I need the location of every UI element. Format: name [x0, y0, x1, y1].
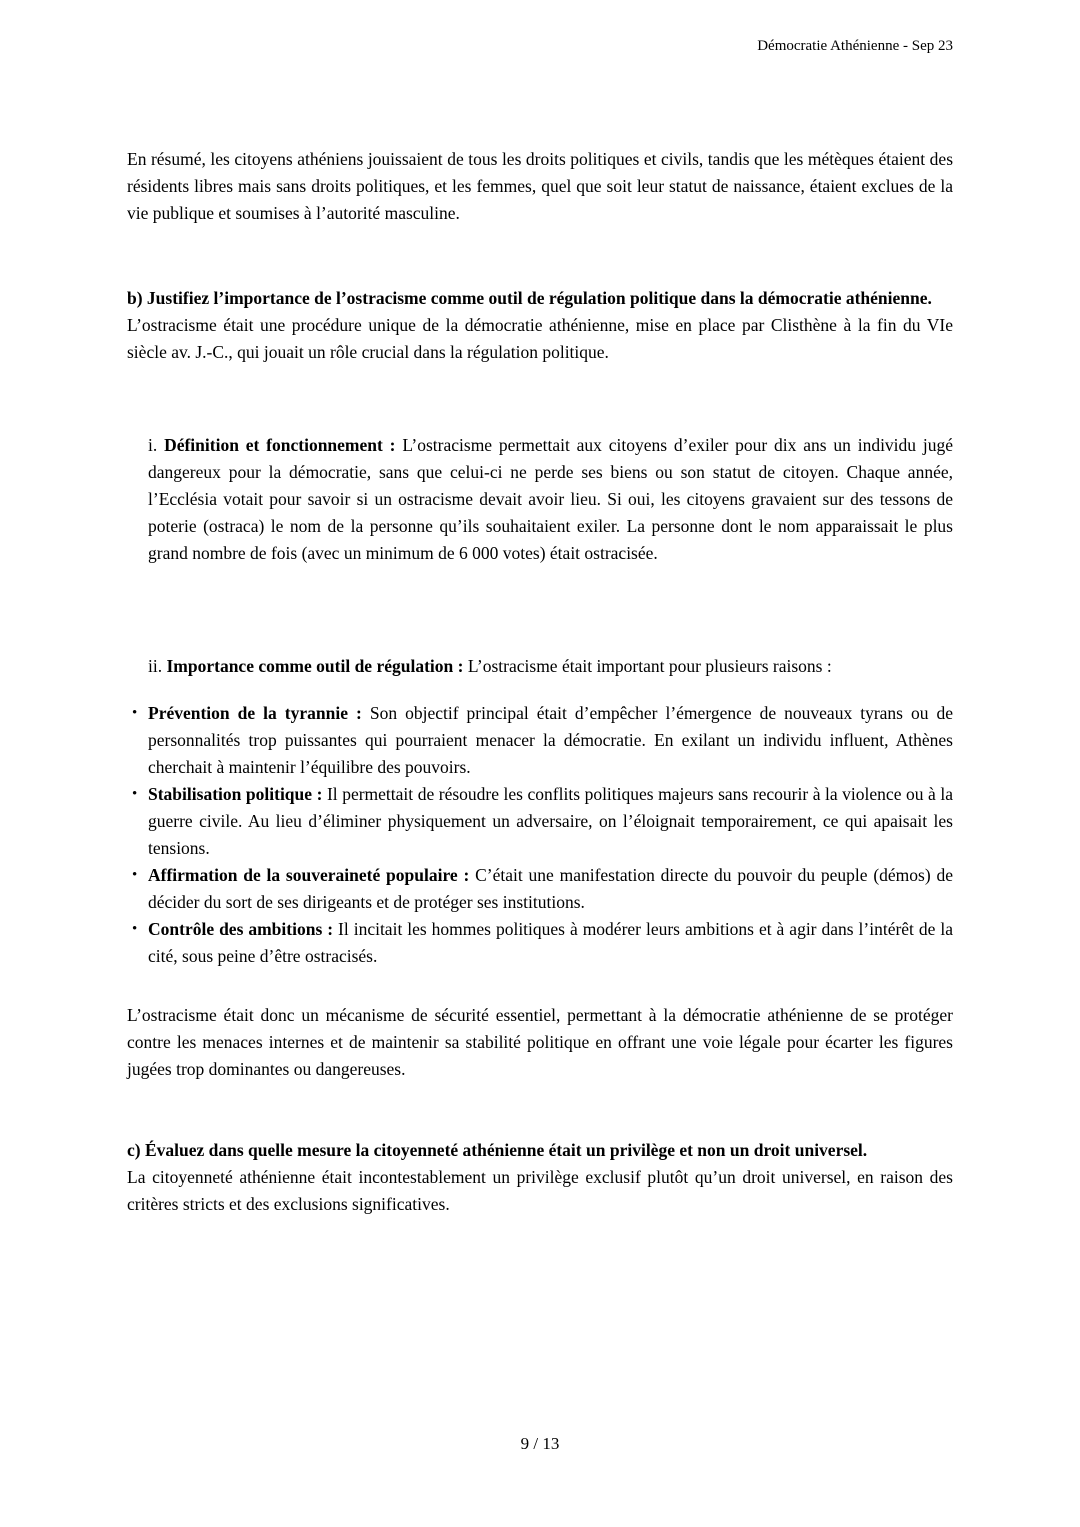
- bullet-body: Son objectif principal était d’empêcher l’émergence de nouveaux tyrans ou de personnalités trop puissantes qui pourraient menacer la démocratie. En exilant un individu influent, Athènes cherchait à maintenir l’équilibre des pouvoirs.: [148, 703, 954, 777]
- page-header: [127, 36, 953, 56]
- bullet-body: Il incitait les hommes politiques à modérer leurs ambitions et à agir dans l’intérêt de la cité, sous peine d’être ostracisés.: [148, 919, 954, 966]
- section-b-heading: b) Justifiez l’importance de l’ostracisme comme outil de régulation politique dans la démocratie athénienne.: [127, 288, 932, 308]
- item-ii-text: L’ostracisme était important pour plusieurs raisons :: [467, 656, 832, 676]
- section-b-conclusion: L’ostracisme était donc un mécanisme de sécurité essentiel, permettant à la démocratie athénienne de se protéger contre les menaces internes et de maintenir sa stabilité politique en offrant une voie légale pour écarter les figures jugées trop dominantes ou dangereuses.: [127, 1005, 953, 1079]
- bullet-list: [127, 700, 953, 970]
- bullet-body: C’était une manifestation directe du pouvoir du peuple (démos) de décider du sort de ses dirigeants et de protéger ses institutions.: [148, 865, 954, 912]
- item-ii-number: ii.: [148, 656, 163, 676]
- bullet-body: Il permettait de résoudre les conflits politiques majeurs sans recourir à la violence ou à la guerre civile. Au lieu d’éliminer physiquement un adversaire, on l’éloignait temporairement, ce qui apaisait les tensions.: [148, 784, 953, 858]
- list-item-importance: [148, 653, 953, 680]
- bullet-text: [148, 700, 953, 781]
- bullet-title: Prévention de la tyrannie :: [148, 703, 362, 723]
- item-i-text: L’ostracisme permettait aux citoyens d’exiler pour dix ans un individu jugé dangereux pour la démocratie, sans que celui-ci ne perde ses biens ou son statut de citoyen. Chaque année, l’Ecclésia votait pour savoir si un ostracisme devait avoir lieu. Si oui, les citoyens gravaient sur des tessons de poterie (ostraca) le nom de la personne qu’ils souhaitaient exiler. La personne dont le nom apparaissait le plus grand nombre de fois (avec un minimum de 6 000 votes) était ostracisée.: [148, 435, 953, 563]
- list-item: [127, 862, 953, 916]
- bullet-text: [148, 862, 953, 916]
- bullet-title: Contrôle des ambitions :: [148, 919, 334, 939]
- bullet-icon: •: [132, 705, 138, 721]
- section-b-intro: L’ostracisme était une procédure unique de la démocratie athénienne, mise en place par Clisthène à la fin du VIe siècle av. J.-C., qui jouait un rôle crucial dans la régulation politique.: [127, 315, 953, 362]
- page-number: 9 / 13: [520, 1434, 560, 1453]
- item-i-number: i.: [148, 435, 158, 455]
- list-item: [127, 781, 953, 862]
- item-ii-title: Importance comme outil de régulation :: [166, 656, 464, 676]
- item-i-title: Définition et fonctionnement :: [164, 435, 396, 455]
- bullet-title: Affirmation de la souveraineté populaire :: [148, 865, 470, 885]
- bullet-text: [148, 781, 953, 862]
- section-c-intro: La citoyenneté athénienne était incontestablement un privilège exclusif plutôt qu’un droit universel, en raison des critères stricts et des exclusions significatives.: [127, 1167, 953, 1214]
- bullet-icon: •: [132, 867, 138, 883]
- header-title: Démocratie Athénienne - Sep 23: [757, 38, 953, 54]
- bullet-icon: •: [132, 786, 138, 802]
- bullet-icon: •: [132, 921, 138, 937]
- bullet-title: Stabilisation politique :: [148, 784, 323, 804]
- list-item-definition: [148, 432, 953, 567]
- bullet-text: [148, 916, 953, 970]
- paragraph-summary: En résumé, les citoyens athéniens jouissaient de tous les droits politiques et civils, tandis que les métèques étaient des résidents libres mais sans droits politiques, et les femmes, quel que soit leur statut de naissance, étaient exclues de la vie publique et soumises à l’autorité masculine.: [127, 149, 953, 223]
- page-footer: [0, 1430, 1080, 1457]
- list-item: [127, 700, 953, 781]
- list-item: [127, 916, 953, 970]
- section-c-heading: c) Évaluez dans quelle mesure la citoyenneté athénienne était un privilège et non un droit universel.: [127, 1140, 868, 1160]
